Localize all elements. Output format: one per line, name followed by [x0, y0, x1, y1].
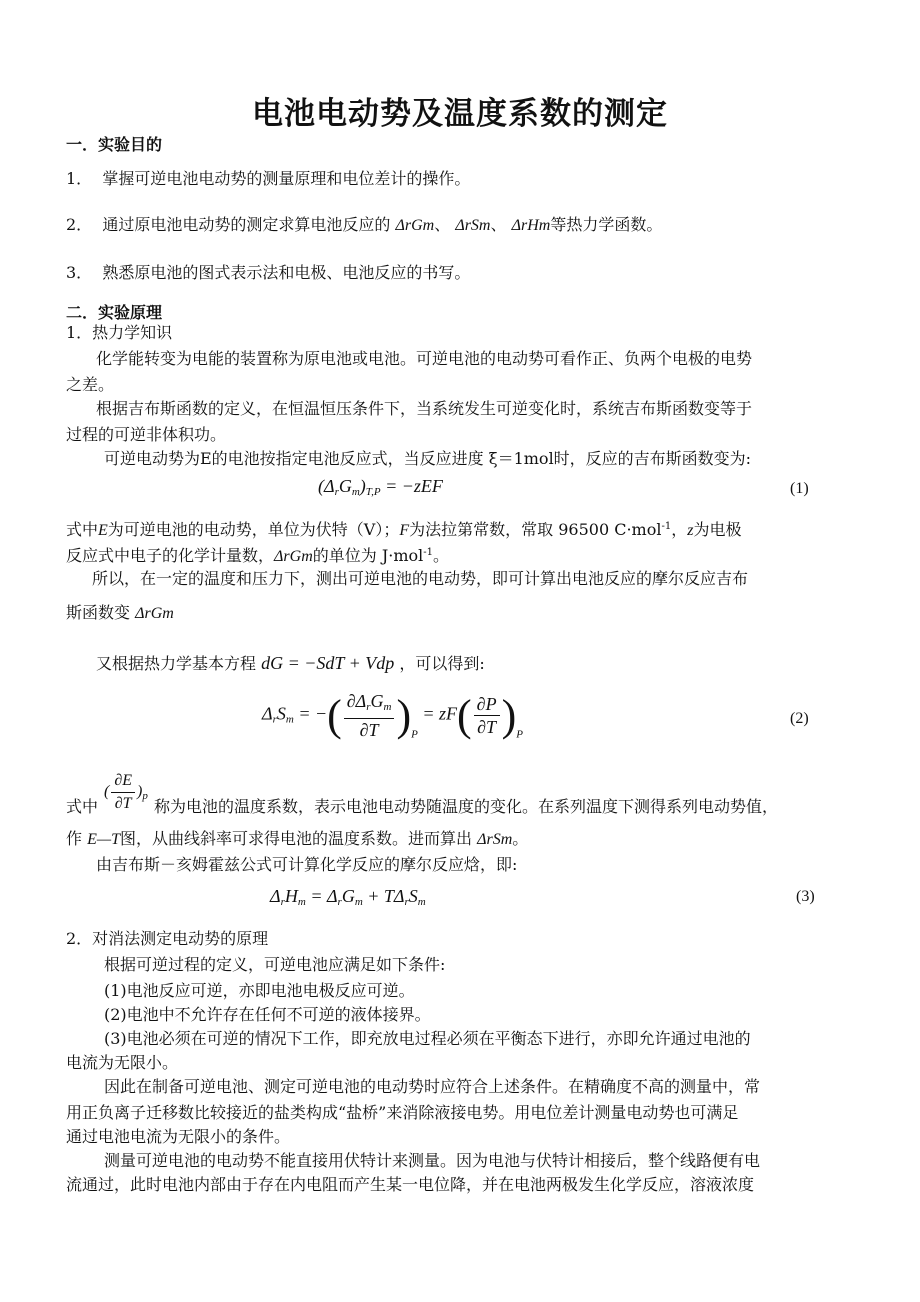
symbol-f: F	[399, 522, 410, 539]
text: 式中	[66, 520, 99, 539]
paragraph-7-line-1	[66, 794, 778, 820]
item-text: 等热力学函数。	[550, 215, 663, 234]
equation-2-number: (2)	[790, 710, 809, 727]
equation-2: $\Delta_rS_m$ = −( $\frac{\partial\Delta_rG_m}{\partial T}$ )$_P = zF$( $\frac{\partial P}{\partial T}$ )$_P$	[262, 691, 523, 741]
paragraph-5-line-1: 所以，在一定的温度和压力下，测出可逆电池的电动势，即可计算出电池反应的摩尔反应吉布	[92, 569, 749, 588]
item-number: 1．	[66, 169, 93, 188]
item-number: 2．	[66, 215, 93, 234]
paragraph-1-line-1: 化学能转变为电能的装置称为原电池或电池。可逆电池的电动势可看作正、负两个电极的电势	[96, 349, 753, 368]
delta-r-sm: ΔrSm	[455, 217, 491, 234]
paragraph-11-line-1: 测量可逆电池的电动势不能直接用伏特计来测量。因为电池与伏特计相接后，整个线路便有电	[104, 1151, 761, 1170]
text: 为法拉第常数，常取 96500 C·mol	[409, 520, 662, 539]
equation-1: $(\Delta_rG_m)_{T,P} = -zEF$	[318, 476, 443, 498]
paragraph-10-line-2: 用正负离子迁移数比较接近的盐类构成“盐桥”来消除液接电势。用电位差计测量电动势也可满足	[66, 1103, 739, 1122]
subheading-compensation-method: 2．对消法测定电动势的原理	[66, 929, 269, 948]
item-text: 掌握可逆电池电动势的测量原理和电位差计的操作。	[102, 169, 471, 188]
paragraph-9: 根据可逆过程的定义，可逆电池应满足如下条件:	[104, 955, 446, 974]
symbol-e: E	[98, 522, 108, 539]
paragraph-11-line-2: 流通过，此时电池内部由于存在内电阻而产生某一电位降，并在电池两极发生化学反应，溶液浓度	[66, 1175, 755, 1194]
text: 斯函数变	[66, 603, 131, 622]
e-t-symbol: E—T	[87, 831, 121, 848]
condition-1: (1)电池反应可逆，亦即电池电极反应可逆。	[104, 981, 415, 1000]
temperature-coefficient-symbol: ( $\frac{\partial E}{\partial T}$ )$_p$	[104, 772, 148, 812]
page-title: 电池电动势及温度系数的测定	[252, 96, 668, 132]
condition-3-line-2: 电流为无限小。	[66, 1053, 179, 1072]
separator: 、	[434, 215, 451, 234]
delta-r-gm: ΔrGm	[274, 548, 313, 565]
text: 式中	[66, 797, 99, 816]
text: 又根据热力学基本方程	[96, 654, 257, 673]
paragraph-3: 可逆电动势为E的电池按指定电池反应式，当反应进度 ξ＝1mol时，反应的吉布斯函数变为:	[104, 449, 752, 468]
objective-3	[66, 260, 470, 286]
text: 为可逆电池的电动势，单位为伏特（V）；	[107, 520, 400, 539]
fundamental-equation: dG = −SdT + Vdp	[261, 653, 395, 673]
objective-2	[66, 212, 662, 239]
paragraph-2-line-1: 根据吉布斯函数的定义，在恒温恒压条件下，当系统发生可逆变化时，系统吉布斯函数变等于	[96, 399, 753, 418]
text: 称为电池的温度系数，表示电池电动势随温度的变化。在系列温度下测得系列电动势值，	[154, 797, 779, 816]
symbol-z: z	[687, 522, 694, 539]
delta-r-hm: ΔrHm	[511, 217, 551, 234]
paragraph-2-line-2: 过程的可逆非体积功。	[66, 425, 227, 444]
text: 的单位为 J·mol	[312, 546, 424, 565]
equation-3: $\Delta_rH_m = \Delta_rG_m + T\Delta_rS_m$	[270, 886, 426, 908]
objective-1	[66, 166, 470, 192]
section-heading-objectives: 一．实验目的	[66, 135, 163, 154]
delta-r-sm: ΔrSm	[477, 831, 513, 848]
equation-3-number: (3)	[796, 888, 815, 905]
item-text: 通过原电池电动势的测定求算电池反应的	[102, 215, 391, 234]
equation-1-number: (1)	[790, 480, 809, 497]
paragraph-10-line-3: 通过电池电流为无限小的条件。	[66, 1127, 291, 1146]
item-number: 3．	[66, 263, 93, 282]
delta-r-gm: ΔrGm	[135, 605, 174, 622]
text: 反应式中电子的化学计量数，	[66, 546, 275, 565]
condition-2: (2)电池中不允许存在任何不可逆的液体接界。	[104, 1005, 431, 1024]
text: 为电极	[693, 520, 742, 539]
item-text: 熟悉原电池的图式表示法和电极、电池反应的书写。	[102, 263, 471, 282]
paragraph-10-line-1: 因此在制备可逆电池、测定可逆电池的电动势时应符合上述条件。在精确度不高的测量中，常	[104, 1077, 761, 1096]
condition-3-line-1: (3)电池必须在可逆的情况下工作，即充放电过程必须在平衡态下进行，亦即允许通过电池的	[104, 1029, 751, 1048]
paragraph-5-line-2	[66, 600, 174, 627]
paragraph-1-line-2: 之差。	[66, 375, 115, 394]
text: ，可以得到:	[399, 654, 485, 673]
text: 作	[66, 829, 83, 848]
paragraph-8: 由吉布斯－亥姆霍兹公式可计算化学反应的摩尔反应焓，即:	[96, 855, 518, 874]
delta-r-gm: ΔrGm	[395, 217, 435, 234]
exponent: -1	[423, 547, 434, 558]
separator: 、	[490, 215, 507, 234]
text: ，	[671, 520, 688, 539]
subheading-thermodynamics: 1．热力学知识	[66, 323, 173, 342]
text: 。	[433, 546, 450, 565]
section-heading-principle: 二．实验原理	[66, 303, 163, 322]
paragraph-7-line-2	[66, 826, 528, 853]
exponent: -1	[661, 521, 672, 532]
paragraph-6	[96, 650, 485, 677]
text: 图，从曲线斜率可求得电池的温度系数。进而算出	[120, 829, 473, 848]
text: 。	[512, 829, 529, 848]
